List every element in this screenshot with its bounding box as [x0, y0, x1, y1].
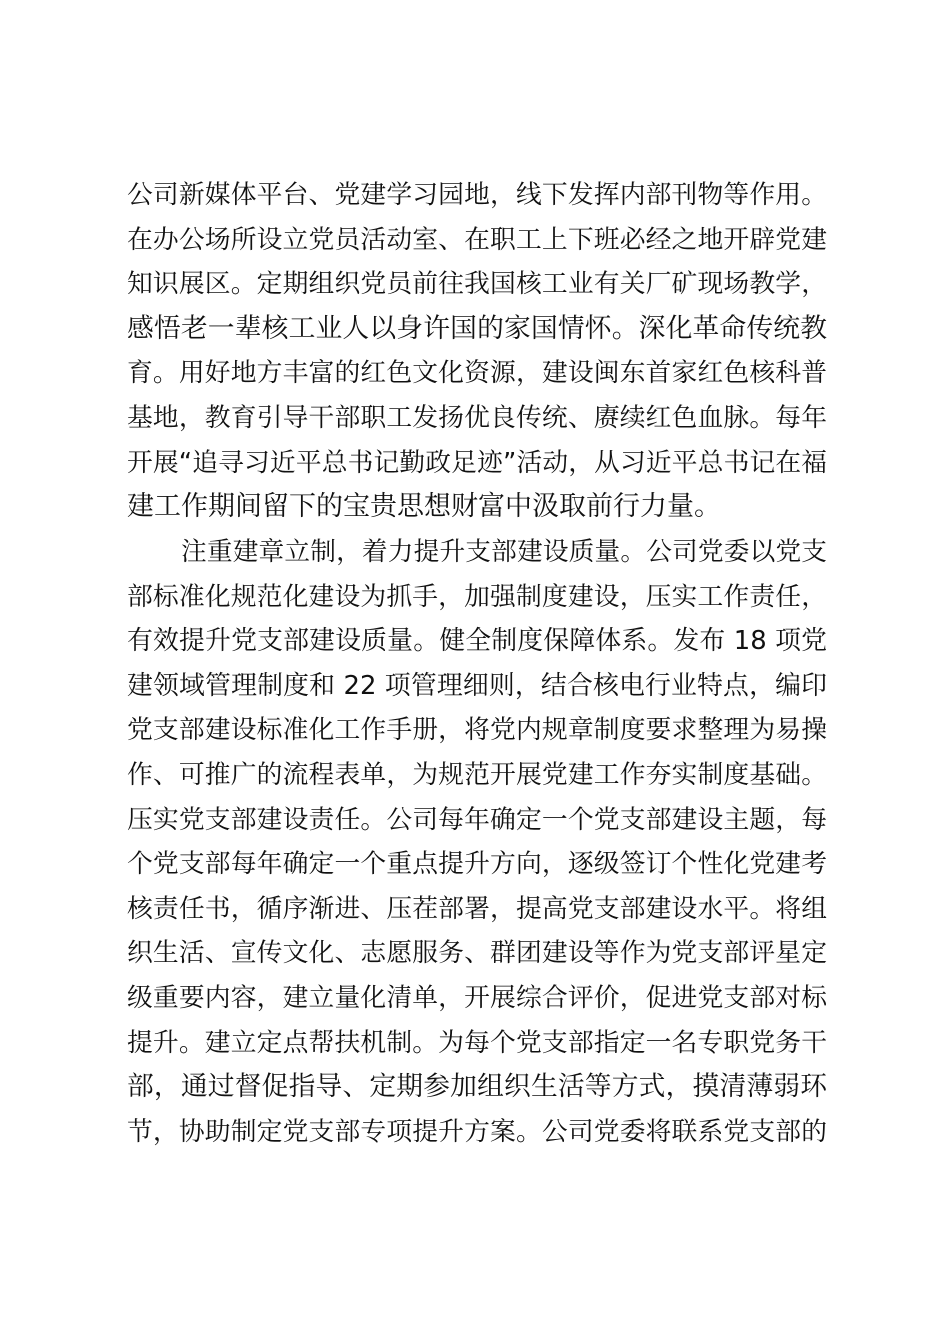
- text-line: 部标准化规范化建设为抓手，加强制度建设，压实工作责任，: [127, 581, 827, 612]
- text-line: 公司新媒体平台、党建学习园地，线下发挥内部刊物等作用。: [127, 180, 827, 210]
- text-line: 基地，教育引导干部职工发扬优良传统、赓续红色血脉。每年: [127, 402, 827, 433]
- text-line: 部，通过督促指导、定期参加组织生活等方式，摸清薄弱环: [127, 1071, 827, 1103]
- text-line: 知识展区。定期组织党员前往我国核工业有关厂矿现场教学，: [127, 269, 827, 300]
- text-line: 建领域管理制度和 22 项管理细则，结合核电行业特点，编印: [127, 670, 827, 701]
- text-line: 党支部建设标准化工作手册，将党内规章制度要求整理为易操: [127, 715, 827, 746]
- text-line: 织生活、宣传文化、志愿服务、群团建设等作为党支部评星定: [127, 938, 827, 969]
- text-line: 压实党支部建设责任。公司每年确定一个党支部建设主题，每: [127, 804, 827, 835]
- paragraph-1: [127, 173, 827, 530]
- text-line: 建工作期间留下的宝贵思想财富中汲取前行力量。: [127, 491, 721, 523]
- text-line: 育。用好地方丰富的红色文化资源，建设闽东首家红色核科普: [127, 358, 827, 389]
- text-line: 开展“追寻习近平总书记勤政足迹”活动，从习近平总书记在福: [127, 447, 827, 478]
- text-line: 注重建章立制，着力提升支部建设质量。公司党委以党支: [181, 537, 827, 567]
- text-line: 作、可推广的流程表单，为规范开展党建工作夯实制度基础。: [127, 759, 827, 790]
- text-line: 节，协助制定党支部专项提升方案。公司党委将联系党支部的: [127, 1116, 827, 1147]
- text-line: 级重要内容，建立量化清单，开展综合评价，促进党支部对标: [127, 982, 827, 1013]
- paragraph-2: [127, 530, 827, 1154]
- text-line: 有效提升党支部建设质量。健全制度保障体系。发布 18 项党: [127, 626, 827, 657]
- text-line: 核责任书，循序渐进、压茬部署，提高党支部建设水平。将组: [127, 893, 827, 924]
- text-line: 个党支部每年确定一个重点提升方向，逐级签订个性化党建考: [127, 849, 827, 880]
- text-line: 提升。建立定点帮扶机制。为每个党支部指定一名专职党务干: [127, 1027, 827, 1058]
- text-line: 在办公场所设立党员活动室、在职工上下班必经之地开辟党建: [127, 224, 827, 255]
- text-line: 感悟老一辈核工业人以身许国的家国情怀。深化革命传统教: [127, 312, 827, 344]
